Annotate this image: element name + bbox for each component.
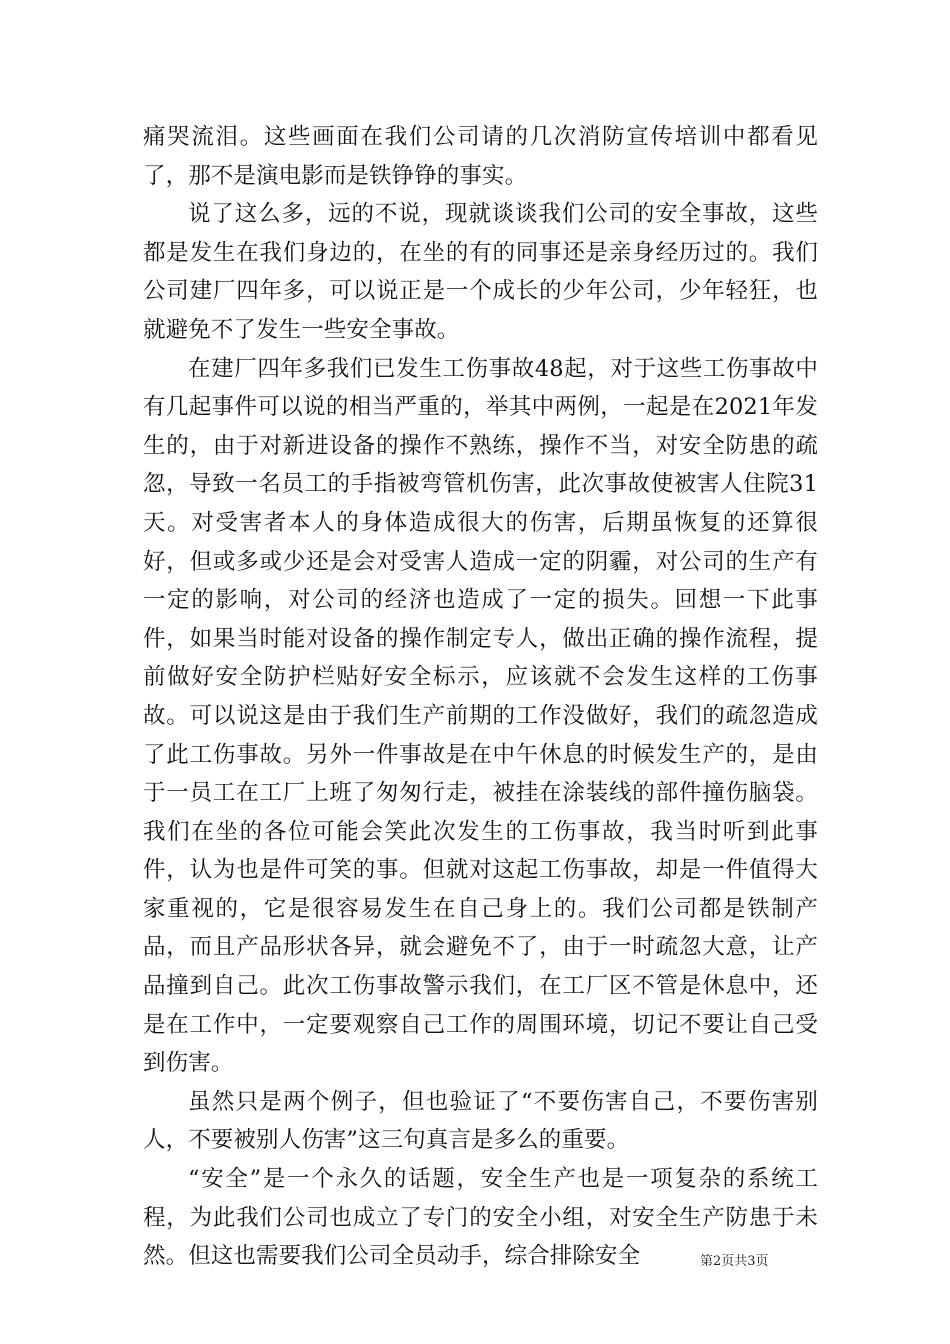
paragraph-4: 虽然只是两个例子，但也验证了“不要伤害自己，不要伤害别人，不要被别人伤害”这三句真言是多么的重要。: [143, 1088, 818, 1154]
paragraph-2: 说了这么多，远的不说，现就谈谈我们公司的安全事故，这些都是发生在我们身边的，在坐的有的同事还是亲身经历过的。我们公司建厂四年多，可以说正是一个成长的少年公司，少年轻狂，也就避免不了发生一些安全事故。: [143, 201, 818, 343]
paragraph-3: 在建厂四年多我们已发生工伤事故48起，对于这些工伤事故中有几起事件可以说的相当严重的，举其中两例，一起是在2021年发生的，由于对新进设备的操作不熟练，操作不当，对安全防患的疏忽，导致一名员工的手指被弯管机伤害，此次事故使被害人住院31天。对受害者本人的身体造成很大的伤害，后期虽恢复的还算很好，但或多或少还是会对受害人造成一定的阴霾，对公司的生产有一定的影响，对公司的经济也造成了一定的损失。回想一下此事件，如果当时能对设备的操作制定专人，做出正确的操作流程，提前做好安全防护栏贴好安全标示，应该就不会发生这样的工伤事故。可以说这是由于我们生产前期的工作没做好，我们的疏忽造成了此工伤事故。另外一件事故是在中午休息的时候发生产的，是由于一员工在工厂上班了匆匆行走，被挂在涂装线的部件撞伤脑袋。我们在坐的各位可能会笑此次发生的工伤事故，我当时听到此事件，认为也是件可笑的事。但就对这起工伤事故，却是一件值得大家重视的，它是很容易发生在自己身上的。我们公司都是铁制产品，而且产品形状各异，就会避免不了，由于一时疏忽大意，让产品撞到自己。此次工伤事故警示我们，在工厂区不管是休息中，还是在工作中，一定要观察自己工作的周围环境，切记不要让自己受到伤害。: [143, 355, 818, 1077]
document-body: [143, 118, 818, 1276]
paragraph-1: 痛哭流泪。这些画面在我们公司请的几次消防宣传培训中都看见了，那不是演电影而是铁铮铮的事实。: [143, 124, 818, 189]
page-number: 第2页共3页: [700, 1254, 769, 1269]
paragraph-5: “安全”是一个永久的话题，安全生产也是一项复杂的系统工程，为此我们公司也成立了专门的安全小组，对安全生产防患于未然。但这也需要我们公司全员动手，综合排除安全: [143, 1166, 818, 1270]
